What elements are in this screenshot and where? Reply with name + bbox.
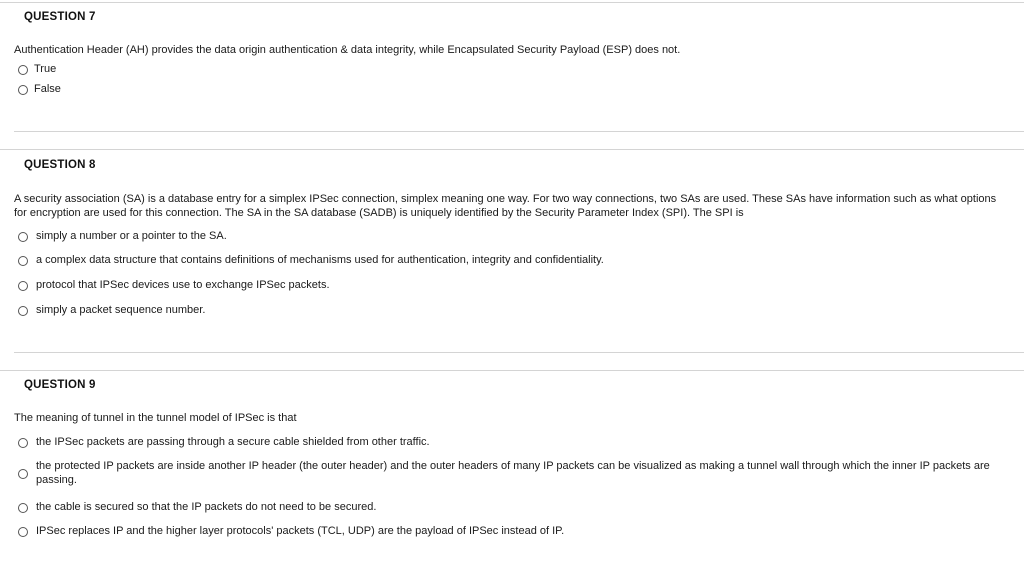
q9-option-2[interactable] <box>18 460 1004 487</box>
q7-option-true[interactable] <box>18 63 1004 77</box>
q9-option-label: the cable is secured so that the IP packets do not need to be secured. <box>36 501 377 513</box>
question-8-text: A security association (SA) is a database entry for a simplex IPSec connection, simplex meaning one way. For two way connections, two SAs are used. These SAs have information such as what options for encryption are used for this connection. The SA in the SA database (SADB) is uniquely identified by the Security Parameter Index (SPI). The SPI is <box>14 193 997 219</box>
q8-option-3[interactable] <box>18 279 1004 293</box>
q8-option-1[interactable] <box>18 230 1004 244</box>
q9-option-label: the protected IP packets are inside another IP header (the outer header) and the outer headers of many IP packets can be visualized as making a tunnel wall through which the inner IP packets are passing. <box>36 460 990 486</box>
radio-button[interactable] <box>18 256 28 266</box>
radio-button[interactable] <box>18 438 28 448</box>
q8-option-label: a complex data structure that contains definitions of mechanisms used for authentication, integrity and confidentiality. <box>36 254 604 266</box>
q8-option-label: simply a number or a pointer to the SA. <box>36 230 227 242</box>
q8-option-2[interactable] <box>18 254 1004 268</box>
radio-button[interactable] <box>18 306 28 316</box>
q9-option-1[interactable] <box>18 436 1004 450</box>
q8-option-4[interactable] <box>18 304 1004 318</box>
q9-option-label: IPSec replaces IP and the higher layer protocols' packets (TCL, UDP) are the payload of IPSec instead of IP. <box>36 525 565 537</box>
radio-button[interactable] <box>18 281 28 291</box>
q9-option-3[interactable] <box>18 501 1004 515</box>
question-8-title: QUESTION 8 <box>24 159 96 171</box>
question-7-title: QUESTION 7 <box>24 11 96 23</box>
radio-button[interactable] <box>18 232 28 242</box>
question-9-top-divider <box>0 370 1024 371</box>
q9-option-4[interactable] <box>18 525 1004 539</box>
question-7-text: Authentication Header (AH) provides the data origin authentication & data integrity, while Encapsulated Security Payload (ESP) does not. <box>14 44 681 56</box>
q8-option-label: simply a packet sequence number. <box>36 304 206 316</box>
question-9-title: QUESTION 9 <box>24 379 96 391</box>
q9-option-label: the IPSec packets are passing through a secure cable shielded from other traffic. <box>36 436 430 448</box>
radio-button[interactable] <box>18 65 28 75</box>
radio-button[interactable] <box>18 85 28 95</box>
top-divider <box>0 2 1024 3</box>
question-9-text: The meaning of tunnel in the tunnel model of IPSec is that <box>14 412 297 424</box>
q7-option-label: True <box>34 63 57 75</box>
q8-option-label: protocol that IPSec devices use to exchange IPSec packets. <box>36 279 330 291</box>
question-8-top-divider <box>0 149 1024 150</box>
radio-button[interactable] <box>18 469 28 479</box>
q7-option-label: False <box>34 83 61 95</box>
q7-option-false[interactable] <box>18 83 1004 97</box>
radio-button[interactable] <box>18 527 28 537</box>
question-7-divider <box>14 131 1024 132</box>
radio-button[interactable] <box>18 503 28 513</box>
question-8-divider <box>14 352 1024 353</box>
